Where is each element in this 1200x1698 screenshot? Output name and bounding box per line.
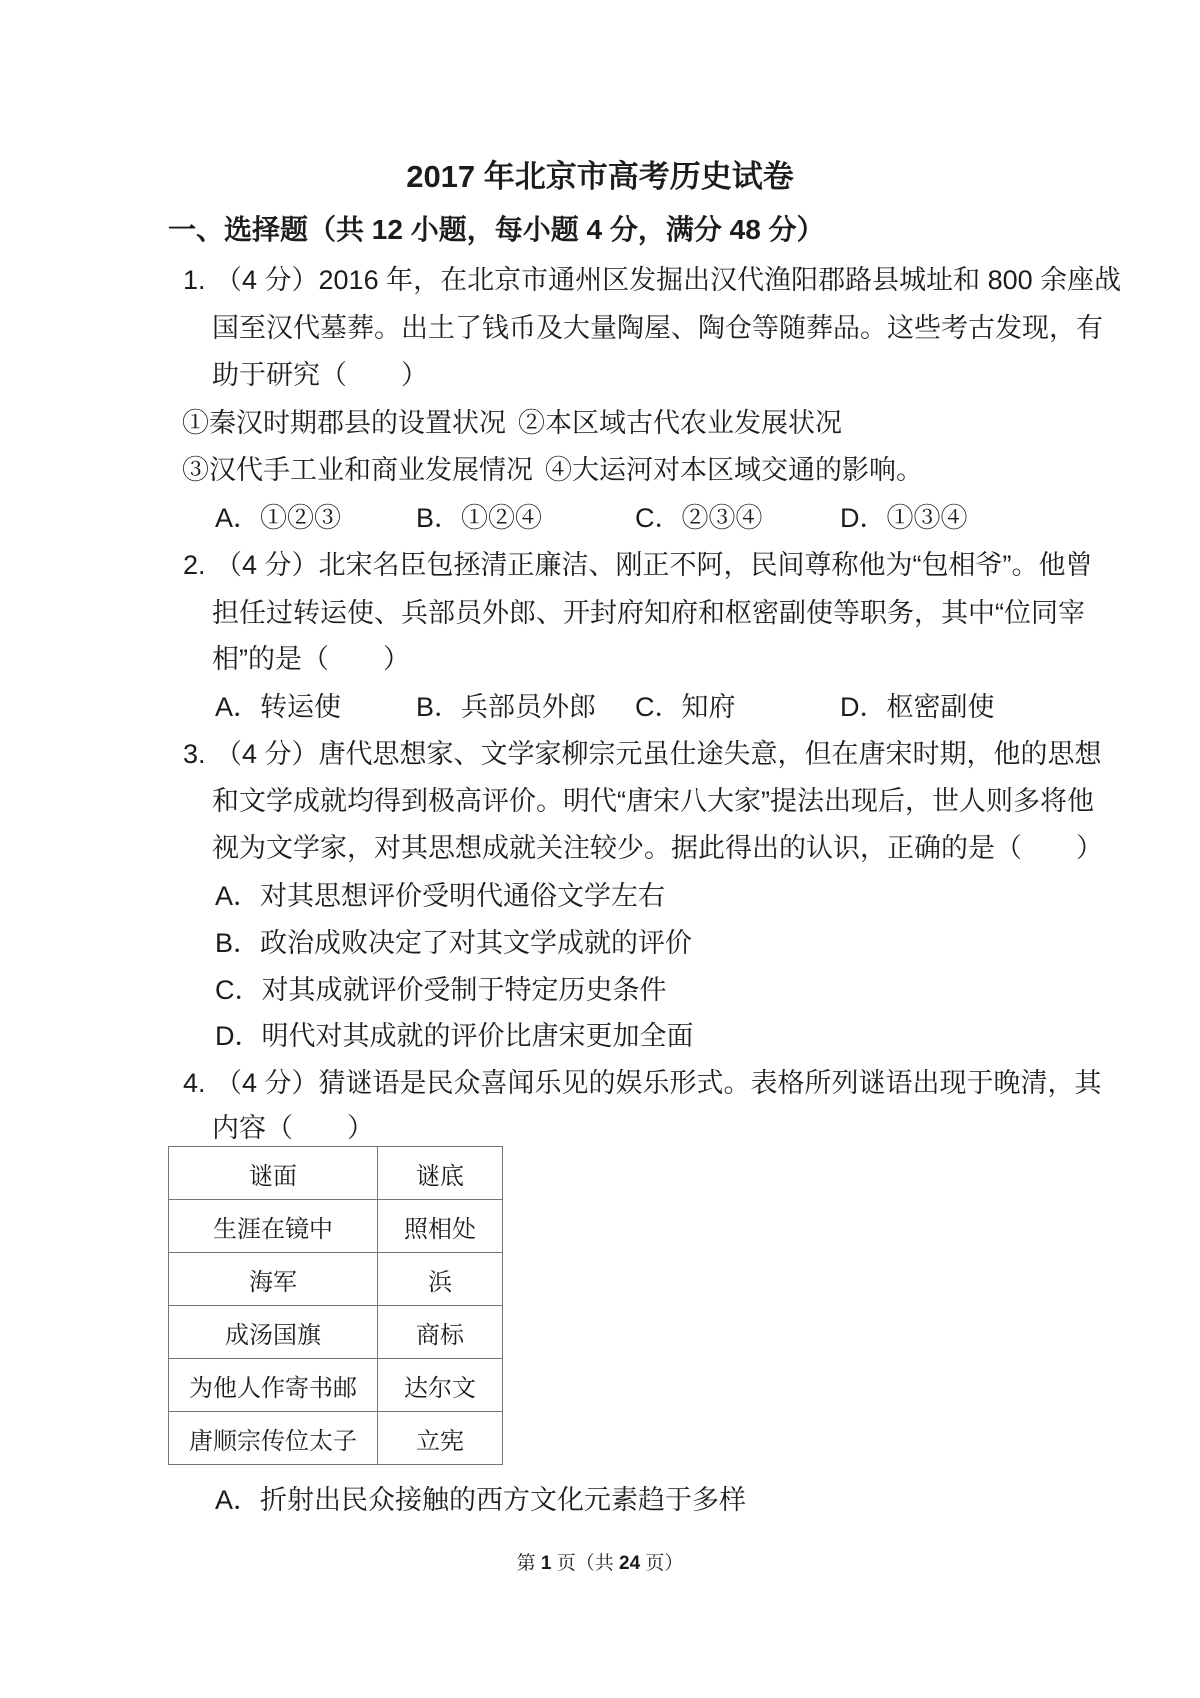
- table-header-answer: 谜底: [378, 1147, 503, 1200]
- table-cell: 成汤国旗: [169, 1306, 378, 1359]
- section-header: 一、选择题（共 12 小题，每小题 4 分，满分 48 分）: [168, 214, 825, 245]
- question-4-line-1: （4 分）猜谜语是民众喜闻乐见的娱乐形式。表格所列谜语出现于晚清，其: [215, 1068, 1102, 1098]
- question-1-subitem-2: ②本区域古代农业发展状况: [518, 408, 842, 438]
- table-header-row: [169, 1147, 503, 1200]
- table-row: [169, 1200, 503, 1253]
- table-cell: 照相处: [378, 1200, 503, 1253]
- table-row: [169, 1359, 503, 1412]
- table-row: [169, 1412, 503, 1465]
- question-1-option-d: D．①③④: [840, 503, 968, 533]
- table-row: [169, 1306, 503, 1359]
- table-header-riddle: 谜面: [169, 1147, 378, 1200]
- question-3-option-d: D．明代对其成就的评价比唐宋更加全面: [215, 1021, 694, 1051]
- riddle-table: [168, 1146, 503, 1465]
- question-3-line-1: （4 分）唐代思想家、文学家柳宗元虽仕途失意，但在唐宋时期，他的思想: [215, 739, 1102, 769]
- table-cell: 商标: [378, 1306, 503, 1359]
- table-cell: 海军: [169, 1253, 378, 1306]
- footer-page-number: 1: [540, 1553, 552, 1574]
- question-3-line-2: 和文学成就均得到极高评价。明代“唐宋八大家”提法出现后，世人则多将他: [212, 786, 1094, 816]
- table-row: [169, 1253, 503, 1306]
- question-3-option-b: B．政治成败决定了对其文学成就的评价: [215, 928, 693, 958]
- question-4-option-a: A．折射出民众接触的西方文化元素趋于多样: [215, 1485, 747, 1515]
- question-3-line-3: 视为文学家，对其思想成就关注较少。据此得出的认识，正确的是（ ）: [212, 833, 1103, 863]
- page-title: 2017 年北京市高考历史试卷: [406, 159, 794, 194]
- question-3-number: 3.: [183, 739, 206, 769]
- footer-middle: 页（共: [551, 1553, 619, 1574]
- question-1-number: 1.: [183, 265, 206, 295]
- question-1-option-a: A．①②③: [215, 503, 342, 533]
- question-1-line-3: 助于研究（ ）: [212, 360, 428, 390]
- question-1-line-1: （4 分）2016 年，在北京市通州区发掘出汉代渔阳郡路县城址和 800 余座战: [215, 265, 1122, 295]
- question-2-number: 2.: [183, 550, 206, 580]
- question-4-line-2: 内容（ ）: [212, 1113, 374, 1143]
- table-cell: 浜: [378, 1253, 503, 1306]
- footer-prefix: 第: [516, 1553, 541, 1574]
- table-cell: 立宪: [378, 1412, 503, 1465]
- question-2-option-c: C．知府: [635, 692, 736, 722]
- question-2-line-2: 担任过转运使、兵部员外郎、开封府知府和枢密副使等职务，其中“位同宰: [212, 598, 1085, 628]
- table-cell: 为他人作寄书邮: [169, 1359, 378, 1412]
- footer-suffix: 页）: [640, 1553, 684, 1574]
- table-cell: 生涯在镜中: [169, 1200, 378, 1253]
- question-3-option-c: C．对其成就评价受制于特定历史条件: [215, 975, 667, 1005]
- table-cell: 达尔文: [378, 1359, 503, 1412]
- question-1-option-b: B．①②④: [416, 503, 543, 533]
- question-1-line-2: 国至汉代墓葬。出土了钱币及大量陶屋、陶仓等随葬品。这些考古发现，有: [212, 313, 1103, 343]
- question-4-number: 4.: [183, 1068, 206, 1098]
- question-2-line-1: （4 分）北宋名臣包拯清正廉洁、刚正不阿，民间尊称他为“包相爷”。他曾: [215, 550, 1093, 580]
- question-3-option-a: A．对其思想评价受明代通俗文学左右: [215, 881, 666, 911]
- footer-total-pages: 24: [619, 1553, 641, 1574]
- question-1-option-c: C．②③④: [635, 503, 763, 533]
- page-footer: [0, 1552, 1200, 1576]
- question-2-option-b: B．兵部员外郎: [416, 692, 597, 722]
- table-cell: 唐顺宗传位太子: [169, 1412, 378, 1465]
- question-1-subitem-4: ④大运河对本区域交通的影响。: [545, 455, 923, 485]
- question-2-option-a: A．转运使: [215, 692, 342, 722]
- question-2-line-3: 相”的是（ ）: [212, 644, 410, 674]
- question-1-subitem-3: ③汉代手工业和商业发展情况: [182, 455, 533, 485]
- question-2-option-d: D．枢密副使: [840, 692, 995, 722]
- question-1-subitem-1: ①秦汉时期郡县的设置状况: [182, 408, 506, 438]
